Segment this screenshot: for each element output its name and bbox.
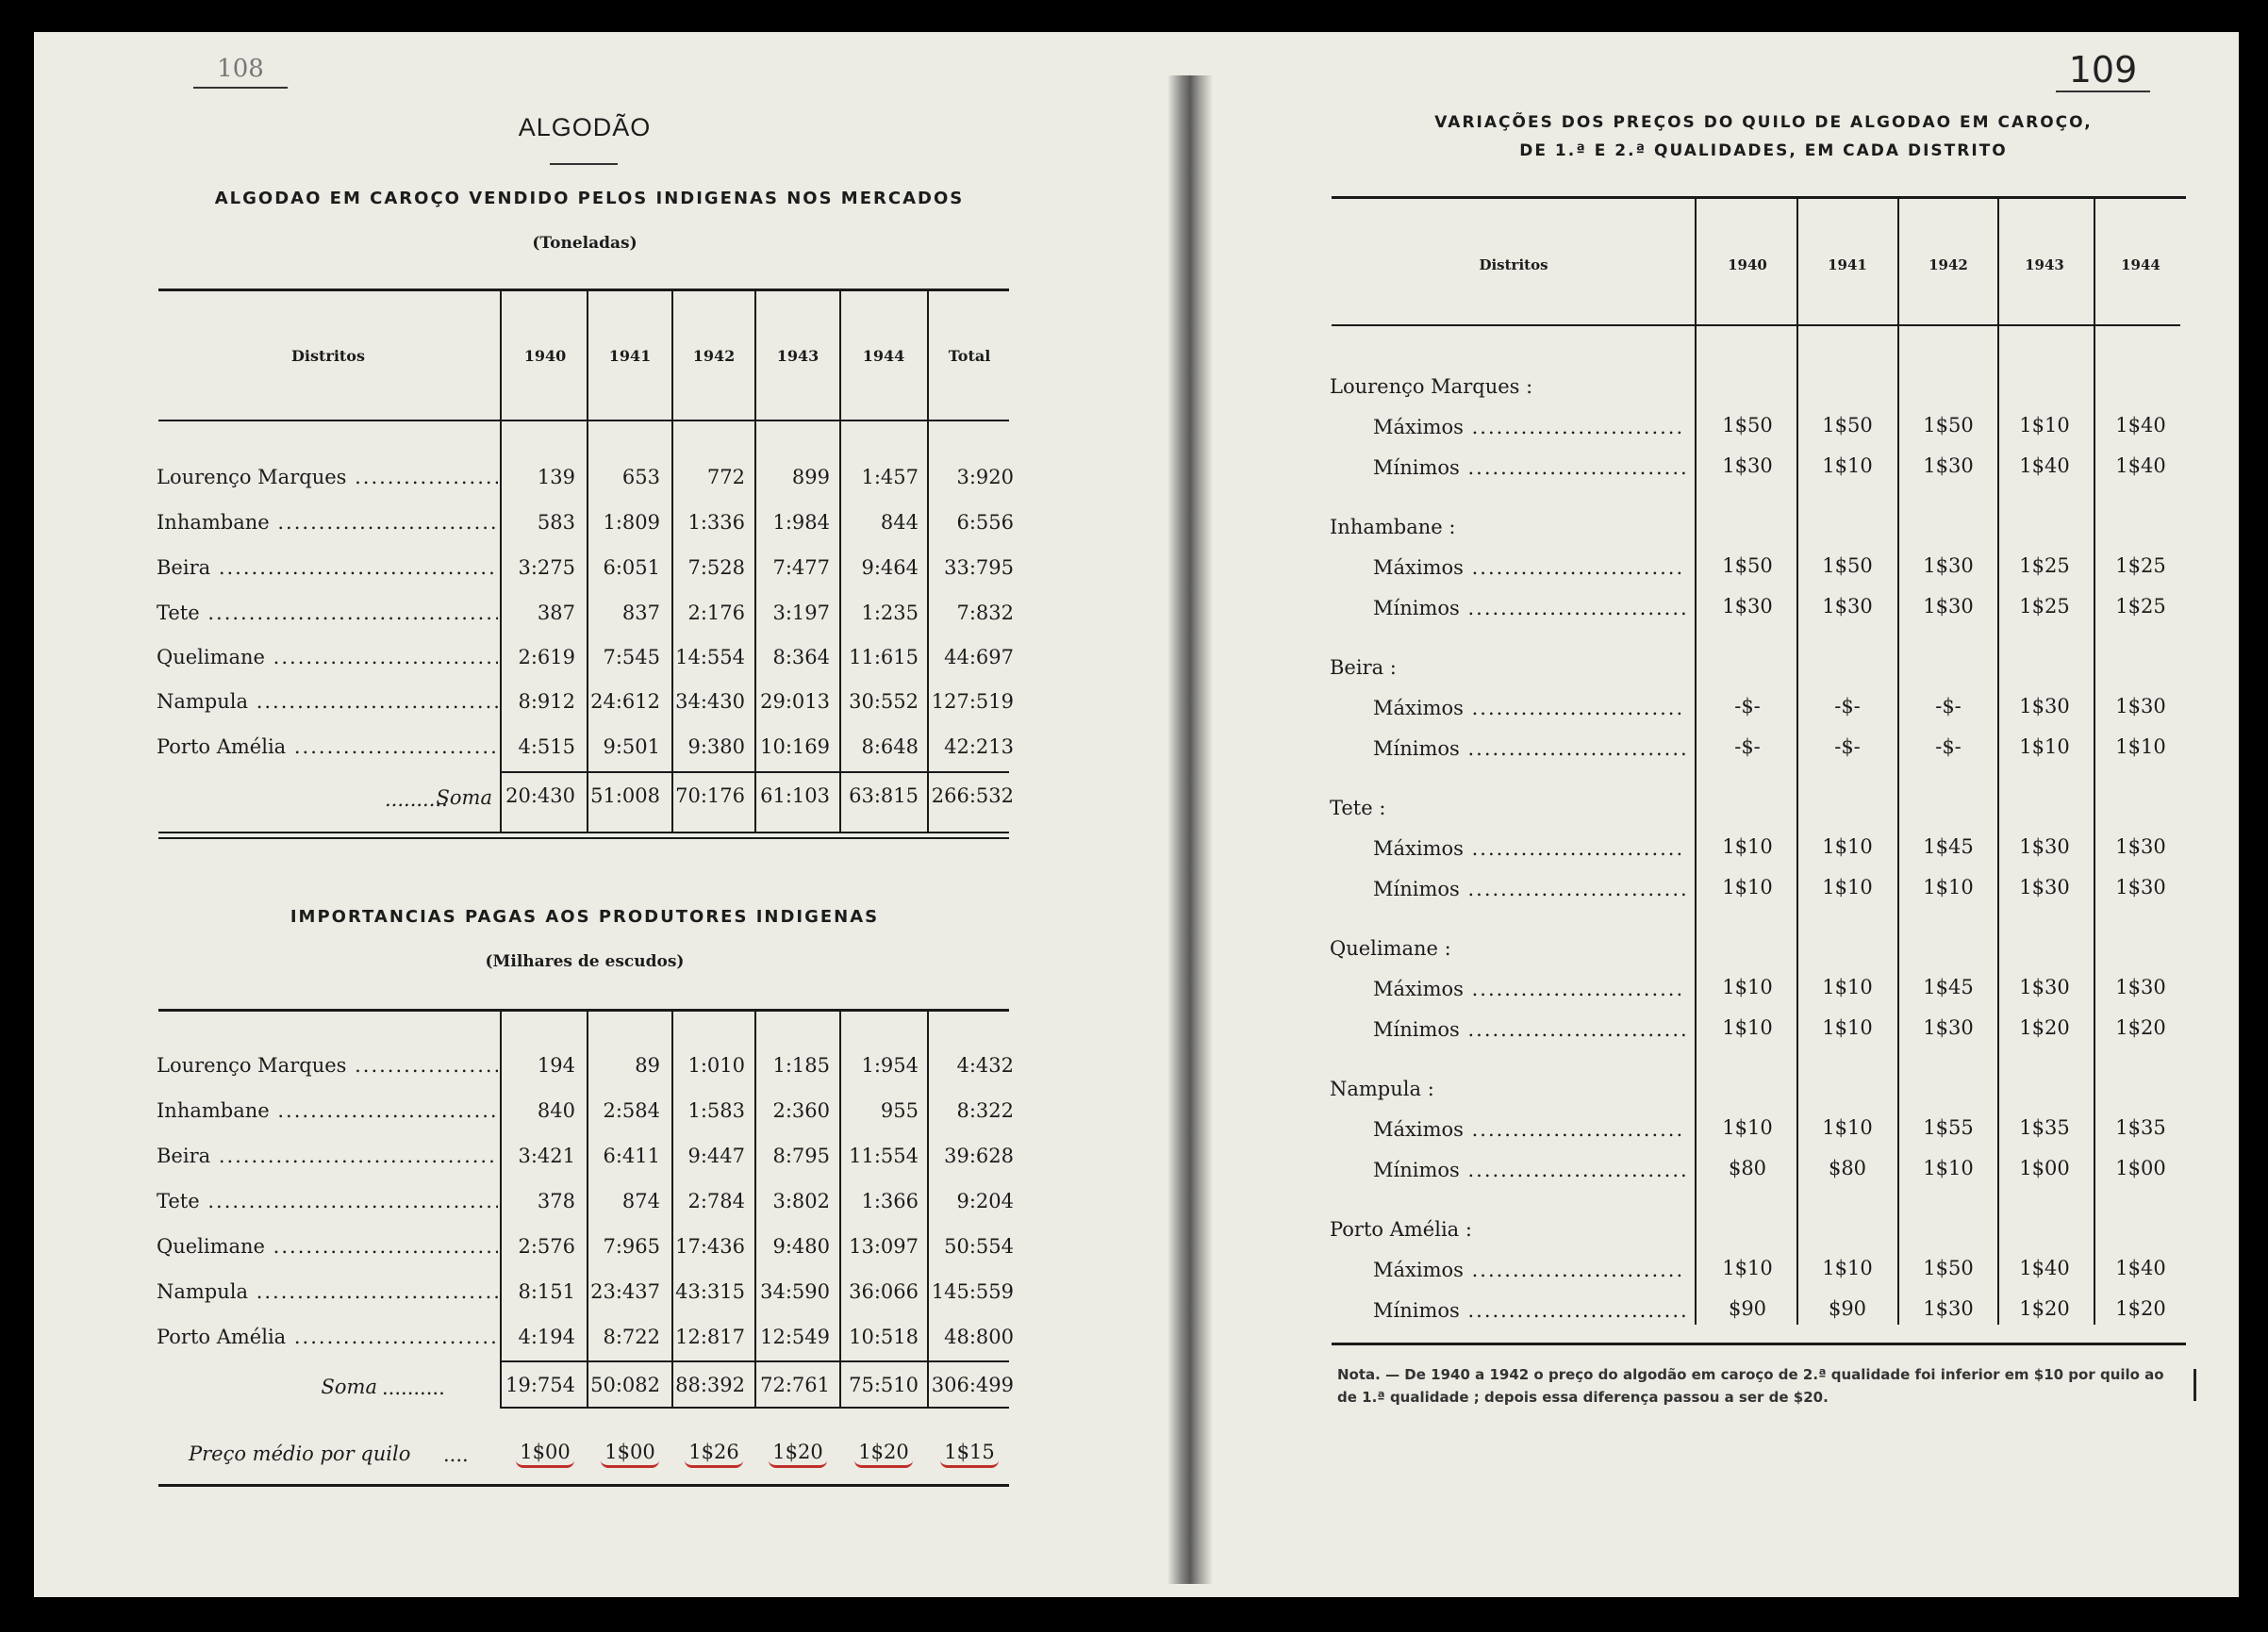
min-price-cell: 1$00 [2115,1157,2166,1179]
table1-column-header: 1944 [862,347,905,365]
right-table-bottom-rule [1332,1343,2186,1345]
max-price-cell: 1$10 [1822,1257,1873,1279]
table2-sum-cell: 72:761 [760,1374,830,1396]
table2-district-label: Quelimane ..... [157,1235,498,1258]
table1-cell: 1:336 [687,511,745,534]
min-price-cell: 1$10 [1923,1157,1974,1179]
max-price-cell: 1$40 [2115,1257,2166,1279]
table2-cell: 50:554 [944,1235,1014,1258]
table2-district-label: Nampula ..... [157,1280,498,1303]
table1-district-label: Beira ..... [157,556,498,579]
min-price-cell: 1$10 [1722,876,1773,898]
min-price-cell: 1$30 [1923,1297,1974,1320]
page-number-left: 108 [193,55,288,89]
table2-cell: 3:802 [772,1190,830,1212]
max-price-cell: 1$35 [2115,1116,2166,1139]
max-price-cell: 1$45 [1923,835,1974,858]
avg-price-value: 1$20 [854,1441,912,1468]
margin-mark [2194,1369,2196,1401]
table1-cell: 2:619 [518,646,575,668]
district-name: Porto Amélia : [1330,1218,1472,1241]
right-table-column-rule [2094,198,2095,1325]
max-label: Máximos ..... [1373,837,1686,860]
min-price-cell: 1$30 [2115,876,2166,898]
table2-cell: 13:097 [849,1235,919,1258]
table2-cell: 34:590 [760,1280,830,1303]
table1-column-header: 1940 [523,347,567,365]
table2-cell: 1:010 [687,1054,745,1077]
table2-cell: 89 [635,1054,660,1077]
title-divider [550,163,618,165]
table2-cell: 194 [537,1054,575,1077]
max-price-cell: 1$50 [1722,554,1773,577]
min-price-cell: 1$10 [1822,876,1873,898]
min-price-cell: $80 [1828,1157,1867,1179]
min-price-cell: 1$20 [2019,1297,2070,1320]
max-price-cell: 1$50 [1923,1257,1974,1279]
table1-cell: 3:275 [518,556,575,579]
table1-sum-cell: 51:008 [590,784,660,807]
right-table-header-rule [1332,324,2180,326]
table2-cell: 6:411 [603,1145,660,1167]
table2-bottom-rule [158,1484,1009,1487]
avg-price-dots: .... [443,1443,469,1466]
table1-cell: 9:380 [687,735,745,758]
max-price-cell: -$- [1834,695,1861,717]
table1-cell: 7:832 [956,602,1014,624]
max-price-cell: 1$10 [1822,1116,1873,1139]
district-name: Tete : [1330,797,1386,819]
min-price-cell: 1$20 [2019,1016,2070,1039]
table1-cell: 6:051 [603,556,660,579]
table1-cell: 7:477 [772,556,830,579]
min-label: Mínimos ..... [1373,737,1686,760]
table1-sum-cell: 70:176 [675,784,745,807]
table1-cell: 2:176 [687,602,745,624]
max-price-cell: 1$10 [2019,414,2070,437]
avg-price-cell [503,1441,588,1463]
table2-district-label: Beira ..... [157,1145,498,1167]
table2-cell: 955 [880,1099,919,1122]
max-price-cell: 1$50 [1822,414,1873,437]
table1-district-label: Nampula ..... [157,690,498,713]
min-price-cell: 1$10 [1822,454,1873,477]
table1-district-label: Tete ..... [157,602,498,624]
footnote: Nota. — De 1940 a 1942 o preço do algodão em caroço de 2.ª qualidade foi inferior em $10 por quilo ao de 1.ª qualidade ; depois essa diferença passou a ser de $20. [1337,1366,2164,1406]
table1-sum-cell: 63:815 [849,784,919,807]
table2-sum-bottom-rule [500,1407,1009,1409]
table1-bottom-rule [158,832,1009,833]
max-price-cell: 1$30 [2115,976,2166,998]
avg-price-cell [927,1441,1012,1463]
max-price-cell: 1$30 [2115,695,2166,717]
table1-cell: 30:552 [849,690,919,713]
table2-cell: 10:518 [849,1326,919,1348]
min-price-cell: 1$30 [2019,876,2070,898]
table2-district-label: Porto Amélia ..... [157,1326,498,1348]
max-price-cell: 1$45 [1923,976,1974,998]
max-label: Máximos ..... [1373,978,1686,1000]
table1-unit: (Toneladas) [532,234,637,253]
min-price-cell: 1$30 [1822,595,1873,618]
table1-cell: 11:615 [849,646,919,668]
table2-column-rule [927,1011,929,1407]
table1-cell: 9:501 [603,735,660,758]
table2-cell: 2:576 [518,1235,575,1258]
table1-cell: 24:612 [590,690,660,713]
avg-price-value: 1$00 [516,1441,573,1468]
max-price-cell: 1$30 [2019,835,2070,858]
right-column-header: 1943 [2025,256,2064,273]
table1-district-label: Lourenço Marques ..... [157,466,498,488]
table2-cell: 23:437 [590,1280,660,1303]
table1-cell: 1:984 [772,511,830,534]
table2-cell: 39:628 [944,1145,1014,1167]
min-label: Mínimos ..... [1373,878,1686,900]
table2-cell: 8:151 [518,1280,575,1303]
table1-column-header: Total [948,347,991,365]
max-price-cell: 1$55 [1923,1116,1974,1139]
table1-cell: 3:197 [772,602,830,624]
max-price-cell: 1$10 [1722,1116,1773,1139]
table1-cell: 7:528 [687,556,745,579]
table2-cell: 4:194 [518,1326,575,1348]
min-label: Mínimos ..... [1373,1299,1686,1322]
max-label: Máximos ..... [1373,416,1686,438]
right-column-header: 1942 [1929,256,1968,273]
page-fold-shadow [1167,75,1213,1584]
max-price-cell: 1$25 [2115,554,2166,577]
table1-cell: 8:648 [861,735,919,758]
table2-cell: 11:554 [849,1145,919,1167]
table1-district-label: Quelimane ..... [157,646,498,668]
right-table-column-rule [1897,198,1899,1325]
document-sheet [34,32,2239,1597]
page-number-right: 109 [2056,49,2150,92]
table2-unit: (Milhares de escudos) [485,952,685,971]
table1-cell: 29:013 [760,690,830,713]
table2-sum-cell: 19:754 [505,1374,575,1396]
right-table-top-rule [1332,196,2186,199]
table1-cell: 10:169 [760,735,830,758]
min-price-cell: 1$40 [2019,454,2070,477]
max-label: Máximos ..... [1373,1118,1686,1141]
table2-cell: 874 [621,1190,660,1212]
table1-cell: 1:235 [861,602,919,624]
max-price-cell: 1$30 [1923,554,1974,577]
table1-cell: 772 [706,466,745,488]
table1-bottom-rule-double [158,837,1009,839]
table2-sum-rule [500,1360,1009,1362]
table1-district-label: Porto Amélia ..... [157,735,498,758]
table1-cell: 8:912 [518,690,575,713]
table1-cell: 14:554 [675,646,745,668]
table1-sum-cell: 61:103 [760,784,830,807]
table2-cell: 43:315 [675,1280,745,1303]
min-price-cell: 1$30 [1923,595,1974,618]
min-price-cell: 1$30 [1722,454,1773,477]
min-price-cell: -$- [1834,735,1861,758]
avg-price-value: 1$26 [685,1441,742,1468]
table1-column-header: 1942 [692,347,736,365]
min-price-cell: 1$30 [1923,1016,1974,1039]
district-name: Quelimane : [1330,937,1451,960]
min-price-cell: 1$20 [2115,1016,2166,1039]
table2-cell: 1:954 [861,1054,919,1077]
table1-cell: 387 [537,602,575,624]
table1-cell: 583 [537,511,575,534]
district-name: Inhambane : [1330,516,1456,538]
table2-sum-cell: 75:510 [849,1374,919,1396]
table2-cell: 8:322 [956,1099,1014,1122]
right-table-column-rule [1695,198,1697,1325]
max-price-cell: 1$30 [2019,976,2070,998]
table1-cell: 1:457 [861,466,919,488]
table1-top-rule [158,288,1009,291]
table1-column-header: Distritos [291,347,365,365]
table2-top-rule [158,1009,1009,1012]
table1-cell: 844 [880,511,919,534]
table2-district-label: Lourenço Marques ..... [157,1054,498,1077]
table2-title: IMPORTANCIAS PAGAS AOS PRODUTORES INDIGENAS [290,907,880,927]
avg-price-value: 1$15 [940,1441,998,1468]
table2-sum-dots: .......... [382,1376,445,1399]
table1-cell: 4:515 [518,735,575,758]
table1-cell: 3:920 [956,466,1014,488]
max-price-cell: 1$50 [1923,414,1974,437]
table2-cell: 7:965 [603,1235,660,1258]
avg-price-cell [671,1441,756,1463]
table2-cell: 48:800 [944,1326,1014,1348]
table2-cell: 9:204 [956,1190,1014,1212]
table1-cell: 837 [621,602,660,624]
table1-cell: 7:545 [603,646,660,668]
max-price-cell: 1$40 [2115,414,2166,437]
min-price-cell: 1$10 [1822,1016,1873,1039]
min-price-cell: 1$30 [1722,595,1773,618]
table2-sum-cell: 88:392 [675,1374,745,1396]
min-price-cell: 1$25 [2115,595,2166,618]
table2-sum-cell: 50:082 [590,1374,660,1396]
max-price-cell: 1$40 [2019,1257,2070,1279]
max-price-cell: 1$10 [1822,976,1873,998]
table1-district-label: Inhambane ..... [157,511,498,534]
table1-cell: 139 [537,466,575,488]
table2-cell: 1:583 [687,1099,745,1122]
table2-district-label: Inhambane ..... [157,1099,498,1122]
max-label: Máximos ..... [1373,1259,1686,1281]
table1-column-header: 1943 [776,347,819,365]
min-price-cell: 1$20 [2115,1297,2166,1320]
table1-sum-cell: 20:430 [505,784,575,807]
max-price-cell: -$- [1935,695,1962,717]
min-price-cell: 1$10 [2019,735,2070,758]
table1-cell: 33:795 [944,556,1014,579]
min-label: Mínimos ..... [1373,597,1686,619]
table2-cell: 36:066 [849,1280,919,1303]
table1-cell: 899 [791,466,830,488]
table2-cell: 9:480 [772,1235,830,1258]
min-price-cell: $80 [1728,1157,1767,1179]
max-price-cell: 1$25 [2019,554,2070,577]
max-price-cell: -$- [1734,695,1761,717]
table2-cell: 378 [537,1190,575,1212]
table2-cell: 840 [537,1099,575,1122]
max-price-cell: 1$35 [2019,1116,2070,1139]
max-price-cell: 1$30 [2019,695,2070,717]
max-price-cell: 1$30 [2115,835,2166,858]
table2-cell: 4:432 [956,1054,1014,1077]
table2-sum-label: Soma [321,1376,377,1398]
table1-sum-cell: 266:532 [931,784,1014,807]
table2-sum-cell: 306:499 [931,1374,1014,1396]
table2-cell: 12:817 [675,1326,745,1348]
max-price-cell: 1$10 [1722,976,1773,998]
min-price-cell: -$- [1935,735,1962,758]
page-title: ALGODÃO [518,113,652,141]
district-name: Nampula : [1330,1078,1434,1100]
table1-column-header: 1941 [608,347,652,365]
right-table-column-rule [1796,198,1798,1325]
table1-sum-dots: .......... [385,788,448,811]
district-name: Beira : [1330,656,1397,679]
min-price-cell: $90 [1828,1297,1867,1320]
district-name: Lourenço Marques : [1330,375,1533,398]
avg-price-cell [588,1441,672,1463]
max-price-cell: 1$50 [1822,554,1873,577]
avg-price-cell [841,1441,926,1463]
avg-price-value: 1$00 [601,1441,658,1468]
table2-cell: 2:360 [772,1099,830,1122]
max-price-cell: 1$10 [1722,1257,1773,1279]
max-price-cell: 1$10 [1722,835,1773,858]
table1-sum-label: Soma [436,786,492,809]
max-price-cell: 1$50 [1722,414,1773,437]
table1-cell: 6:556 [956,511,1014,534]
min-price-cell: -$- [1734,735,1761,758]
min-price-cell: 1$30 [1923,454,1974,477]
table2-cell: 8:722 [603,1326,660,1348]
min-price-cell: 1$00 [2019,1157,2070,1179]
table1-cell: 34:430 [675,690,745,713]
right-column-header: 1944 [2121,256,2160,273]
right-column-header: 1941 [1828,256,1867,273]
min-label: Mínimos ..... [1373,1018,1686,1041]
table1-cell: 8:364 [772,646,830,668]
right-table-column-rule [1997,198,1999,1325]
table2-cell: 9:447 [687,1145,745,1167]
min-price-cell: $90 [1728,1297,1767,1320]
max-label: Máximos ..... [1373,697,1686,719]
table1-sum-rule [500,771,1009,773]
table1-cell: 127:519 [931,690,1014,713]
table1-cell: 44:697 [944,646,1014,668]
avg-price-cell [755,1441,840,1463]
table2-cell: 2:584 [603,1099,660,1122]
max-price-cell: 1$10 [1822,835,1873,858]
max-label: Máximos ..... [1373,556,1686,579]
avg-price-label: Preço médio por quilo [189,1442,411,1465]
min-label: Mínimos ..... [1373,1159,1686,1181]
avg-price-value: 1$20 [769,1441,826,1468]
table2-cell: 2:784 [687,1190,745,1212]
table1-cell: 653 [621,466,660,488]
min-label: Mínimos ..... [1373,456,1686,479]
table1-cell: 42:213 [944,735,1014,758]
table1-header-rule [158,420,1009,421]
right-title-line2: DE 1.ª E 2.ª QUALIDADES, EM CADA DISTRITO [1519,141,2008,160]
right-column-header: Distritos [1479,256,1548,273]
min-price-cell: 1$10 [2115,735,2166,758]
min-price-cell: 1$25 [2019,595,2070,618]
table1-column-rule [927,290,929,832]
min-price-cell: 1$10 [1722,1016,1773,1039]
table2-cell: 1:366 [861,1190,919,1212]
min-price-cell: 1$10 [1923,876,1974,898]
table2-cell: 1:185 [772,1054,830,1077]
table1-cell: 9:464 [861,556,919,579]
table2-cell: 12:549 [760,1326,830,1348]
table2-cell: 3:421 [518,1145,575,1167]
table2-cell: 17:436 [675,1235,745,1258]
table2-district-label: Tete ..... [157,1190,498,1212]
table2-cell: 145:559 [931,1280,1014,1303]
table2-cell: 8:795 [772,1145,830,1167]
right-title-line1: VARIAÇÕES DOS PREÇOS DO QUILO DE ALGODAO EM CAROÇO, [1434,113,2093,132]
table1-title: ALGODAO EM CAROÇO VENDIDO PELOS INDIGENAS NOS MERCADOS [214,189,965,208]
table1-cell: 1:809 [603,511,660,534]
min-price-cell: 1$40 [2115,454,2166,477]
right-column-header: 1940 [1728,256,1767,273]
